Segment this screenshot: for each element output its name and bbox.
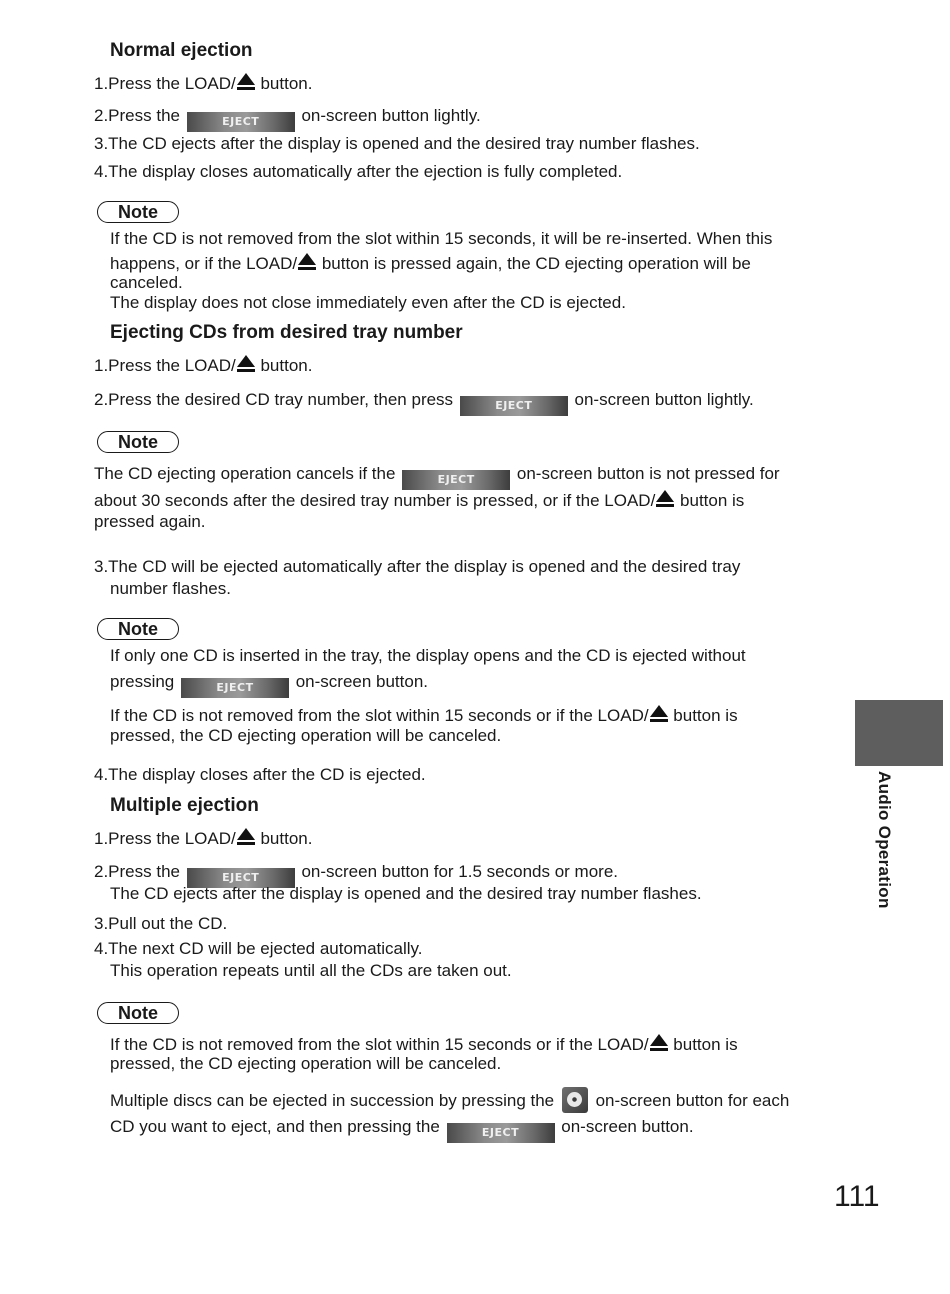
- note-text: about 30 seconds after the desired tray number is pressed, or if the LOAD/: [94, 491, 656, 510]
- note-label: Note: [97, 1002, 179, 1024]
- note-text: If the CD is not removed from the slot within 15 seconds or if the LOAD/: [110, 1035, 649, 1054]
- note-text: button is: [675, 491, 745, 510]
- heading-normal-ejection: Normal ejection: [110, 40, 253, 61]
- step-text: 1.Press the LOAD/: [94, 74, 236, 93]
- eject-triangle-icon: [236, 355, 256, 373]
- eject-triangle-icon: [649, 705, 669, 723]
- note-line: [110, 705, 738, 726]
- section-tab-label: Audio Operation: [875, 771, 894, 909]
- eject-triangle-icon: [649, 1034, 669, 1052]
- note-text: on-screen button for each: [590, 1091, 790, 1110]
- note-text: button is pressed again, the CD ejecting operation will be: [317, 254, 751, 273]
- eject-button[interactable]: EJECT: [460, 396, 568, 416]
- heading-multiple-ejection: Multiple ejection: [110, 795, 259, 816]
- step-text: 2.Press the desired CD tray number, then press: [94, 390, 458, 409]
- note-label: Note: [97, 618, 179, 640]
- note-line: If the CD is not removed from the slot within 15 seconds, it will be re-inserted. When this: [110, 229, 773, 248]
- eject-button[interactable]: EJECT: [181, 678, 289, 698]
- note-line: canceled.: [110, 273, 183, 292]
- note-line: [94, 464, 780, 490]
- note-text: button is: [668, 1035, 738, 1054]
- note-line: [110, 1117, 694, 1143]
- note-line: [110, 253, 751, 274]
- eject-triangle-icon: [297, 253, 317, 271]
- eject-button[interactable]: EJECT: [187, 112, 295, 132]
- note-label: Note: [97, 431, 179, 453]
- step-text: button.: [255, 829, 313, 848]
- note-line: pressed, the CD ejecting operation will be canceled.: [110, 726, 502, 745]
- note-line: If only one CD is inserted in the tray, the display opens and the CD is ejected without: [110, 646, 746, 665]
- note-line: pressed, the CD ejecting operation will be canceled.: [110, 1054, 502, 1073]
- note-text: If the CD is not removed from the slot within 15 seconds or if the LOAD/: [110, 706, 649, 725]
- step-text: 1.Press the LOAD/: [94, 829, 236, 848]
- step-1: [94, 828, 312, 849]
- step-3-cont: number flashes.: [110, 579, 231, 598]
- eject-button[interactable]: EJECT: [187, 868, 295, 888]
- step-1: [94, 355, 312, 376]
- step-4: 4.The display closes after the CD is ejected.: [94, 765, 426, 784]
- step-4: 4.The next CD will be ejected automatically.: [94, 939, 423, 958]
- note-line: [110, 1087, 789, 1113]
- heading-tray-ejection: Ejecting CDs from desired tray number: [110, 322, 463, 343]
- step-text: on-screen button for 1.5 seconds or more.: [296, 862, 619, 881]
- note-label: Note: [97, 201, 179, 223]
- eject-button[interactable]: EJECT: [447, 1123, 555, 1143]
- note-text: happens, or if the LOAD/: [110, 254, 298, 273]
- note-text: The CD ejecting operation cancels if the: [94, 464, 401, 483]
- note-text: CD you want to eject, and then pressing the: [110, 1117, 445, 1136]
- note-text: button is: [668, 706, 738, 725]
- page-number: 111: [834, 1180, 880, 1213]
- eject-triangle-icon: [236, 828, 256, 846]
- note-text: on-screen button.: [290, 672, 429, 691]
- note-line: The display does not close immediately even after the CD is ejected.: [110, 293, 626, 312]
- eject-triangle-icon: [236, 73, 256, 91]
- note-text: on-screen button.: [556, 1117, 694, 1136]
- note-text: pressing: [110, 672, 179, 691]
- step-text: 2.Press the: [94, 106, 185, 125]
- step-text: 1.Press the LOAD/: [94, 356, 236, 375]
- step-1: [94, 73, 312, 94]
- step-2: [94, 106, 481, 132]
- step-text: on-screen button lightly.: [296, 106, 481, 125]
- eject-triangle-icon: [655, 490, 675, 508]
- note-text: on-screen button is not pressed for: [512, 464, 780, 483]
- step-text: button.: [255, 356, 313, 375]
- step-text: 2.Press the: [94, 862, 185, 881]
- step-3: 3.The CD ejects after the display is opened and the desired tray number flashes.: [94, 134, 700, 153]
- step-text: button.: [255, 74, 313, 93]
- step-4: 4.The display closes automatically after the ejection is fully completed.: [94, 162, 623, 181]
- eject-button[interactable]: EJECT: [402, 470, 510, 490]
- step-3: 3.The CD will be ejected automatically after the display is opened and the desired tray: [94, 557, 741, 576]
- step-2: [94, 390, 754, 416]
- section-tab: [855, 700, 943, 766]
- note-line: pressed again.: [94, 512, 206, 531]
- step-3: 3.Pull out the CD.: [94, 914, 228, 933]
- note-text: Multiple discs can be ejected in succession by pressing the: [110, 1091, 559, 1110]
- step-2-cont: The CD ejects after the display is opened and the desired tray number flashes.: [110, 884, 702, 903]
- step-4-cont: This operation repeats until all the CDs are taken out.: [110, 961, 512, 980]
- note-line: [94, 490, 744, 511]
- note-line: [110, 672, 428, 698]
- step-text: on-screen button lightly.: [569, 390, 754, 409]
- disc-in-icon[interactable]: [562, 1087, 588, 1113]
- note-line: [110, 1034, 738, 1055]
